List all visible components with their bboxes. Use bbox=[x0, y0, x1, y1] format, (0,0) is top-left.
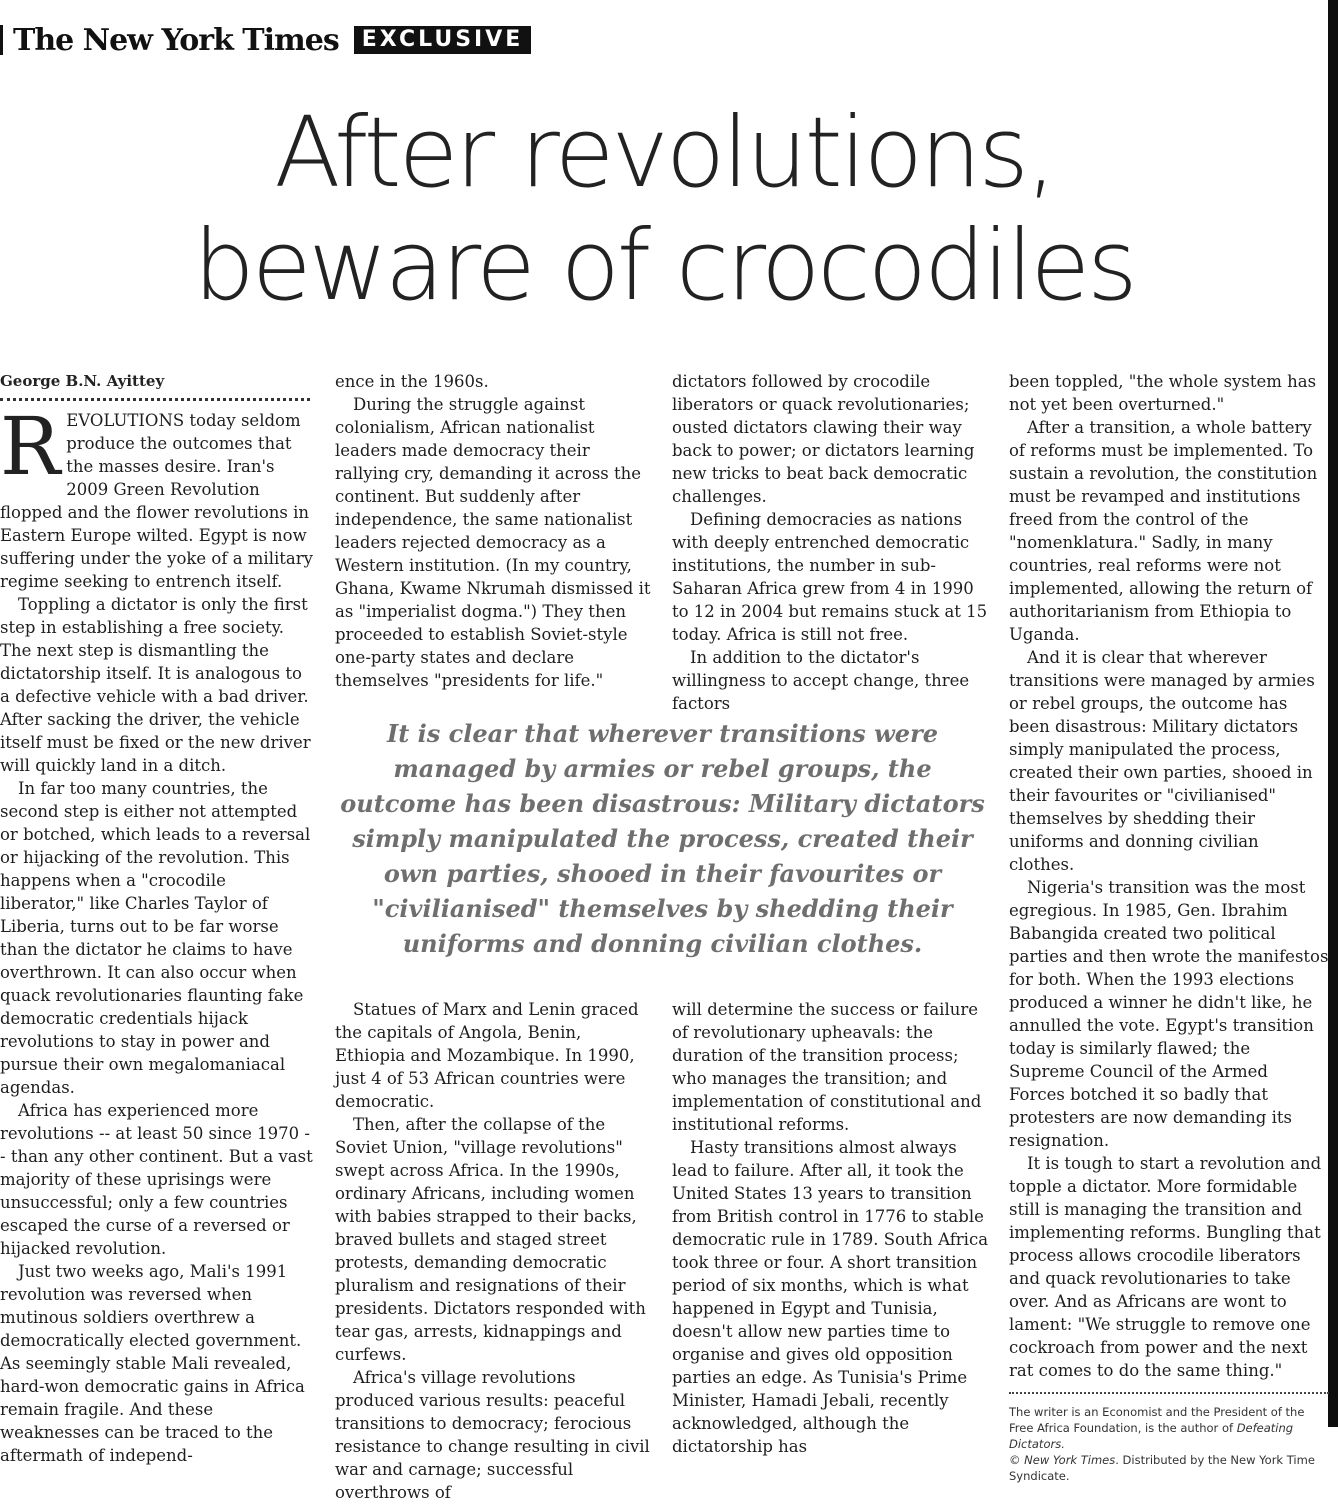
column-3-bottom bbox=[672, 998, 990, 1458]
column-2-bottom bbox=[335, 998, 653, 1504]
paragraph: Africa has experienced more revolutions -- at least 50 since 1970 -- than any other continent. But a vast majority of these uprisings were unsuccessful; only a few countries escaped the curse of a reversed or hijacked revolution. bbox=[0, 1101, 313, 1258]
copyright-note bbox=[1009, 1452, 1329, 1484]
masthead-rule bbox=[0, 25, 3, 55]
byline: George B.N. Ayittey bbox=[0, 372, 165, 390]
book-title: Defeating Dictators. bbox=[1009, 1421, 1294, 1451]
paragraph: will determine the success or failure of revolutionary upheavals: the duration of the transition process; who manages the transition; and implementation of constitutional and institutional reforms. bbox=[672, 1000, 982, 1134]
paragraph: Toppling a dictator is only the first step in establishing a free society. The next step is dismantling the dictatorship itself. It is analogous to a defective vehicle with a bad driver. After sacking the driver, the vehicle itself must be fixed or the new driver will quickly land in a ditch. bbox=[0, 595, 311, 775]
paragraph: Africa's village revolutions produced various results: peaceful transitions to democracy; ferocious resistance to change resulting in civil war and carnage; successful overthrows of bbox=[335, 1368, 650, 1502]
column-2-top bbox=[335, 370, 653, 692]
author-note-text: The writer is an Economist and the President of the Free Africa Foundation, is the author of bbox=[1009, 1405, 1305, 1435]
paragraph-text: EVOLUTIONS today seldom produce the outcomes that the masses desire. Iran's 2009 Green Revolution flopped and the flower revolutions in Eastern Europe wilted. Egypt is now suffering under the yoke of a military regime seeking to entrench itself. bbox=[0, 411, 313, 591]
paragraph: During the struggle against colonialism, African nationalist leaders made democracy their rallying cry, demanding it across the continent. But suddenly after independence, the same nationalist leaders rejected democracy as a Western institution. (In my country, Ghana, Kwame Nkrumah dismissed it as "imperialist dogma.") They then proceeded to establish Soviet-style one-party states and declare themselves "presidents for life." bbox=[335, 395, 651, 690]
paragraph: Statues of Marx and Lenin graced the capitals of Angola, Benin, Ethiopia and Mozambique. In 1990, just 4 of 53 African countries were democratic. bbox=[335, 1000, 639, 1111]
headline bbox=[0, 96, 1328, 322]
headline-line-2: beware of crocodiles bbox=[193, 209, 1135, 322]
column-4 bbox=[1009, 370, 1329, 1484]
paragraph: Defining democracies as nations with deeply entrenched democratic institutions, the number in sub-Saharan Africa grew from 4 in 1990 to 12 in 2004 but remains stuck at 15 today. Africa is still not free. bbox=[672, 510, 988, 644]
exclusive-badge: EXCLUSIVE bbox=[354, 26, 532, 54]
paragraph: been toppled, "the whole system has not yet been overturned." bbox=[1009, 372, 1317, 414]
paragraph: Nigeria's transition was the most egregious. In 1985, Gen. Ibrahim Babangida created two political parties and then wrote the manifestos for both. When the 1993 elections produced a winner he didn't like, he annulled the vote. Egypt's transition today is similarly flawed; the Supreme Council of the Armed Forces botched it so badly that protesters are now demanding its resignation. bbox=[1009, 878, 1329, 1150]
copyright-symbol: © bbox=[1009, 1453, 1025, 1467]
drop-cap: R bbox=[0, 400, 61, 493]
paragraph: Hasty transitions almost always lead to failure. After all, it took the United States 13 years to transition from British control in 1776 to stable democratic rule in 1789. South Africa took three or four. A short transition period of six months, which is what happened in Egypt and Tunisia, doesn't allow new parties time to organise and gives old opposition parties an edge. As Tunisia's Prime Minister, Hamadi Jebali, recently acknowledged, although the dictatorship has bbox=[672, 1138, 989, 1456]
author-note bbox=[1009, 1404, 1329, 1452]
footer-divider bbox=[1009, 1392, 1329, 1394]
paragraph: In far too many countries, the second step is either not attempted or botched, which leads to a reversal or hijacking of the revolution. This happens when a "crocodile liberator," like Charles Taylor of Liberia, turns out to be far worse than the dictator he claims to have overthrown. It can also occur when quack revolutionaries flaunting fake democratic credentials hijack revolutions to stay in power and pursue their own megalomaniacal agendas. bbox=[0, 779, 311, 1097]
paragraph: And it is clear that wherever transitions were managed by armies or rebel groups, the outcome has been disastrous: Military dictators simply manipulated the process, created their own parties, shooed in their favourites or "civilianised" themselves by shedding their uniforms and donning civilian clothes. bbox=[1009, 648, 1315, 874]
paragraph: dictators followed by crocodile liberators or quack revolutionaries; ousted dictators clawing their way back to power; or dictators learning new tricks to beat back democratic challenges. bbox=[672, 372, 975, 506]
paragraph: In addition to the dictator's willingness to accept change, three factors bbox=[672, 648, 970, 713]
headline-line-1: After revolutions, bbox=[274, 96, 1054, 209]
paragraph: Just two weeks ago, Mali's 1991 revolution was reversed when mutinous soldiers overthrew a democratically elected government. As seemingly stable Mali revealed, hard-won democratic gains in Africa remain fragile. And these weaknesses can be traced to the aftermath of independ- bbox=[0, 1262, 305, 1465]
page-edge bbox=[1328, 0, 1338, 1427]
copyright-text: . Distributed by the New York Time Syndicate. bbox=[1009, 1453, 1315, 1483]
masthead bbox=[0, 20, 531, 60]
column-1 bbox=[0, 368, 314, 1467]
newspaper-logo: The New York Times bbox=[13, 22, 339, 58]
opening-paragraph bbox=[0, 400, 314, 593]
paragraph: Then, after the collapse of the Soviet Union, "village revolutions" swept across Africa. In the 1990s, ordinary Africans, including women with babies strapped to their backs, braved bullets and staged street protests, demanding democratic pluralism and resignations of their presidents. Dictators responded with tear gas, arrests, kidnappings and curfews. bbox=[335, 1115, 646, 1364]
paragraph: It is tough to start a revolution and topple a dictator. More formidable still is managing the transition and implementing reforms. Bungling that process allows crocodile liberators and quack revolutionaries to take over. And as Africans are wont to lament: "We struggle to remove one cockroach from power and the next rat comes to do the same thing." bbox=[1009, 1154, 1322, 1380]
paragraph: After a transition, a whole battery of reforms must be implemented. To sustain a revolution, the constitution must be revamped and institutions freed from the control of the "nomenklatura." Sadly, in many countries, real reforms were not implemented, allowing the return of authoritarianism from Ethiopia to Uganda. bbox=[1009, 418, 1318, 644]
column-3-top bbox=[672, 370, 990, 715]
copyright-paper: New York Times bbox=[1024, 1453, 1116, 1467]
pull-quote: It is clear that wherever transitions were managed by armies or rebel groups, the outcome has been disastrous: Military dictators simply manipulated the process, created their own parties, shooed in their favourites or "civilianised" themselves by shedding their uniforms and donning civilian clothes. bbox=[340, 719, 985, 958]
paragraph: ence in the 1960s. bbox=[335, 372, 489, 391]
